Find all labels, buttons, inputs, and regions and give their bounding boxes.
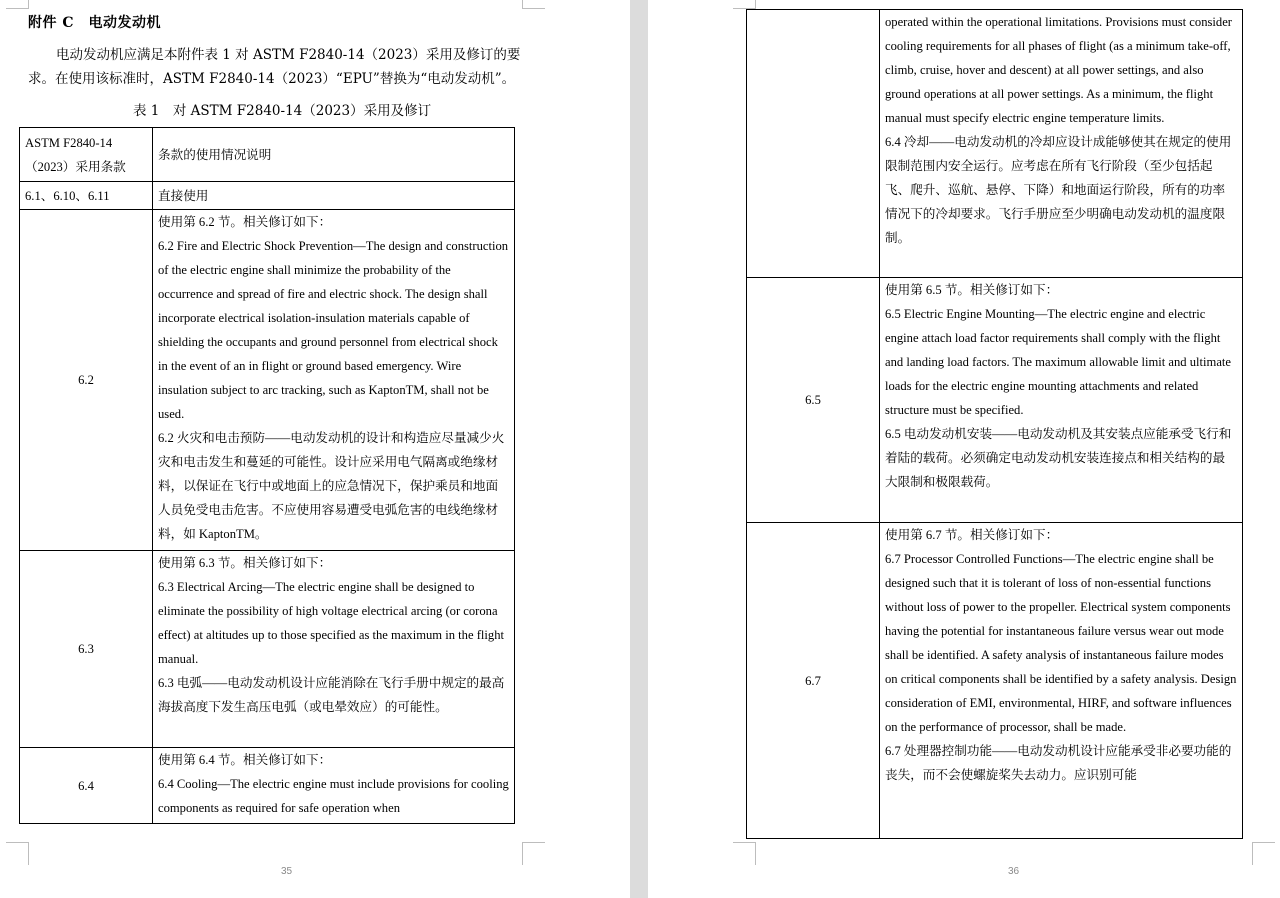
crop-mark: [733, 842, 756, 865]
page-gap: [630, 0, 648, 898]
row-line: 使用第 6.2 节。相关修订如下：: [158, 215, 332, 229]
crop-mark: [6, 842, 29, 865]
row-text-wrap: [885, 523, 1237, 835]
row-line: 6.4 冷却——电动发动机的冷却应设计成能够使其在规定的使用限制范围内安全运行。应考虑在所有飞行阶段（至少包括起飞、爬升、巡航、悬停、下降）和地面运行阶段，所有的功率情况下的冷却要求。飞行手册应至少明确电动发动机的温度限制。: [885, 135, 1232, 245]
intro-paragraph: 电动发动机应满足本附件表 1 对 ASTM F2840-14（2023）采用及修订的要求。在使用该标准时，ASTM F2840-14（2023）“EPU”替换为“电动发动机”。: [28, 47, 521, 87]
crop-mark: [1252, 842, 1275, 865]
crop-mark: [733, 0, 756, 9]
table-row: [20, 182, 515, 210]
header-clause-line2: （2023）采用条款: [25, 159, 126, 174]
header-clause: [20, 128, 153, 182]
row-line: 使用第 6.7 节。相关修订如下：: [885, 528, 1059, 542]
row-line: 6.2 Fire and Electric Shock Prevention—The design and construction of the electric engine shall minimize the probability of the occurrence and spread of fire and electric shock. The design shall incorporate electrical isolation-insulation materials capable of shielding the occupants and ground personnel from electrical shock in the event of an in flight or ground based emergency. Wire insulation subject to arc tracking, such as KaptonTM, shall not be used.: [158, 239, 509, 421]
appendix-heading: 附件 C 电动发动机: [28, 15, 162, 31]
table-header-row: [20, 128, 515, 182]
table-row: [747, 278, 1243, 523]
row-description: [153, 210, 515, 551]
table-row: [747, 10, 1243, 278]
header-clause-line1: ASTM F2840-14: [25, 135, 113, 150]
row-line: operated within the operational limitations. Provisions must consider cooling requirements for all phases of flight (as a minimum take-off, climb, cruise, hover and descent) at all power settings, and also ground operations at all power settings. As a minimum, the flight manual must specify electric engine temperature limits.: [885, 15, 1232, 125]
table-row: [20, 551, 515, 748]
row-clause: 6.4: [20, 748, 153, 824]
row-line: 使用第 6.3 节。相关修订如下：: [158, 556, 332, 570]
row-line: 6.3 Electrical Arcing—The electric engine shall be designed to eliminate the possibility of high voltage electrical arcing (or corona effect) at altitudes up to those specified as the maximum in the flight manual.: [158, 580, 505, 666]
row-description: [880, 523, 1243, 839]
crop-mark: [522, 0, 545, 9]
row-line: 直接使用: [158, 188, 209, 203]
row-line: 6.7 Processor Controlled Functions—The electric engine shall be designed such that it is tolerant of loss of non-essential functions without loss of power to the propeller. Electrical system components having the potential for instantaneous failure versus wear out mode shall be identified. A safety analysis of instantaneous failure modes on critical components shall be identified by a safety analysis. Design consideration of EMI, environmental, HIRF, and software influences on the performance of processor, shall be made.: [885, 552, 1237, 734]
page-number: 35: [281, 866, 293, 877]
row-description: [880, 278, 1243, 523]
row-clause: 6.3: [20, 551, 153, 748]
amendment-table: [19, 127, 515, 824]
row-line: 6.7 处理器控制功能——电动发动机设计应能承受非必要功能的丧失，而不会使螺旋桨失去动力。应识别可能: [885, 744, 1232, 782]
row-clause: 6.2: [20, 210, 153, 551]
row-line: 6.5 电动发动机安装——电动发动机及其安装点应能承受飞行和着陆的载荷。必须确定电动发动机安装连接点和相关结构的最大限制和极限载荷。: [885, 427, 1232, 489]
page-number: 36: [1008, 866, 1020, 877]
row-clause: [747, 10, 880, 278]
row-description: [153, 748, 515, 824]
row-line: 6.2 火灾和电击预防——电动发动机的设计和构造应尽量减少火灾和电击发生和蔓延的可能性。设计应采用电气隔离或绝缘材料，以保证在飞行中或地面上的应急情况下，保护乘员和地面人员免受电击危害。不应使用容易遭受电弧危害的电线绝缘材料，如 KaptonTM。: [158, 431, 505, 541]
row-line: 6.3 电弧——电动发动机设计应能消除在飞行手册中规定的最高海拔高度下发生高压电弧（或电晕效应）的可能性。: [158, 676, 505, 714]
crop-mark: [6, 0, 29, 9]
row-clause: 6.1、6.10、6.11: [20, 182, 153, 210]
page-35: [0, 0, 630, 898]
row-line: 6.4 Cooling—The electric engine must include provisions for cooling components as required for safe operation when: [158, 777, 509, 815]
header-description: 条款的使用情况说明: [153, 128, 515, 182]
crop-mark: [522, 842, 545, 865]
amendment-table-continued: [746, 9, 1243, 839]
row-description: [153, 182, 515, 210]
table-row: [20, 210, 515, 551]
row-clause: 6.7: [747, 523, 880, 839]
row-line: 使用第 6.5 节。相关修订如下：: [885, 283, 1059, 297]
page-36: [648, 0, 1280, 898]
row-description: [153, 551, 515, 748]
table-row: [747, 523, 1243, 839]
row-line: 使用第 6.4 节。相关修订如下：: [158, 753, 332, 767]
row-line: 6.5 Electric Engine Mounting—The electric engine and electric engine attach load factor requirements shall comply with the flight and landing load factors. The maximum allowable limit and ultimate loads for the electric engine mounting attachments and related structure must be specified.: [885, 307, 1232, 417]
table-title: 表 1 对 ASTM F2840-14（2023）采用及修订: [133, 103, 432, 119]
row-description: [880, 10, 1243, 278]
row-clause: 6.5: [747, 278, 880, 523]
table-row: [20, 748, 515, 824]
